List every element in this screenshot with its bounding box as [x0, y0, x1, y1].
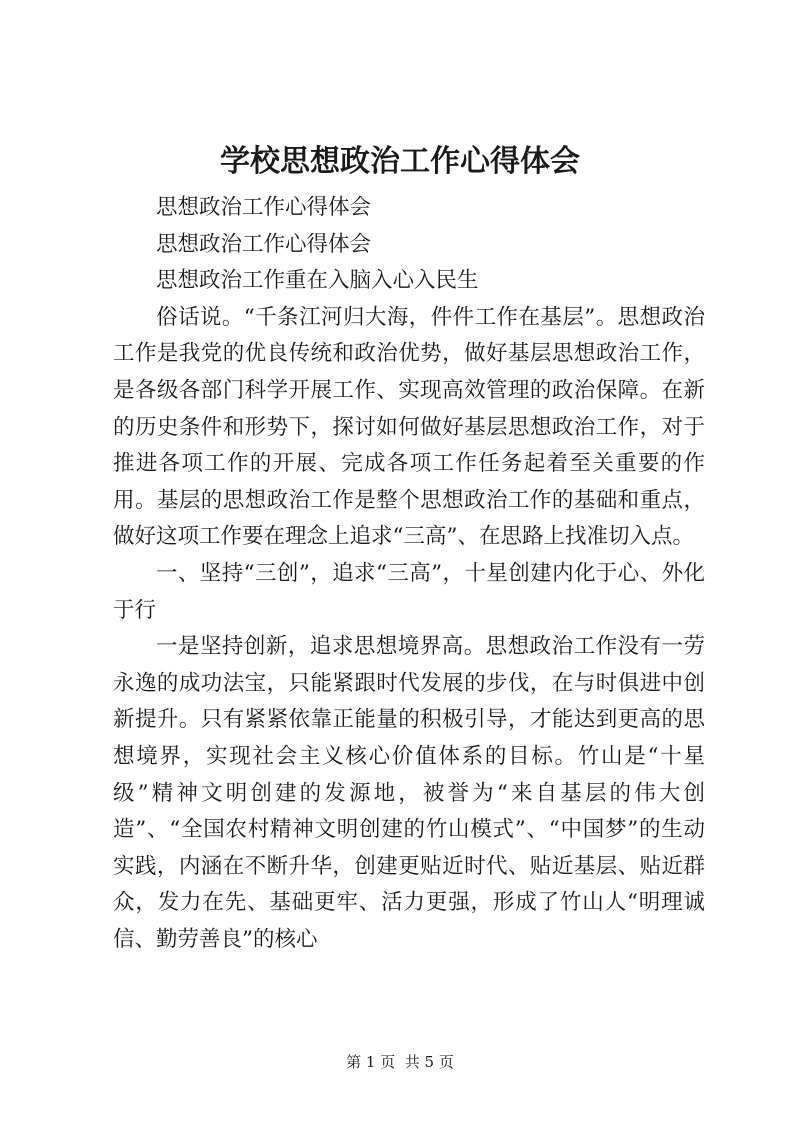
- section-heading-1: 一、坚持“三创”，追求“三高”，十星创建内化于心、外化于行: [113, 560, 705, 623]
- page-footer: [0, 1052, 800, 1072]
- paragraph-subtitle-3: 思想政治工作重在入脑入心入民生: [156, 268, 479, 294]
- paragraph-point-1: 一是坚持创新，追求思想境界高。思想政治工作没有一劳永逸的成功法宝，只能紧跟时代发展的步伐，在与时俱进中创新提升。只有紧紧依靠正能量的积极引导，才能达到更高的思想境界，实现社会主义核心价值体系的目标。竹山是“十星级”精神文明创建的发源地，被誉为“来自基层的伟大创造”、“全国农村精神文明创建的竹山模式”、“中国梦”的生动实践，内涵在不断升华，创建更贴近时代、贴近基层、贴近群众，发力在先、基础更牢、活力更强，形成了竹山人“明理诚信、勤劳善良”的核心: [113, 634, 705, 952]
- paragraph-intro: 俗话说。“千条江河归大海，件件工作在基层”。思想政治工作是我党的优良传统和政治优势，做好基层思想政治工作，是各级各部门科学开展工作、实现高效管理的政治保障。在新的历史条件和形势下，探讨如何做好基层思想政治工作，对于推进各项工作的开展、完成各项工作任务起着至关重要的作用。基层的思想政治工作是整个思想政治工作的基础和重点，做好这项工作要在理念上追求“三高”、在思路上找准切入点。: [113, 304, 705, 550]
- paragraph-subtitle-1: 思想政治工作心得体会: [156, 195, 372, 220]
- document-body: [113, 190, 705, 958]
- page-number-label: 第 1 页 共 5 页: [346, 1053, 454, 1071]
- document-title: 学校思想政治工作心得体会: [220, 144, 580, 179]
- paragraph-subtitle-2: 思想政治工作心得体会: [156, 231, 372, 257]
